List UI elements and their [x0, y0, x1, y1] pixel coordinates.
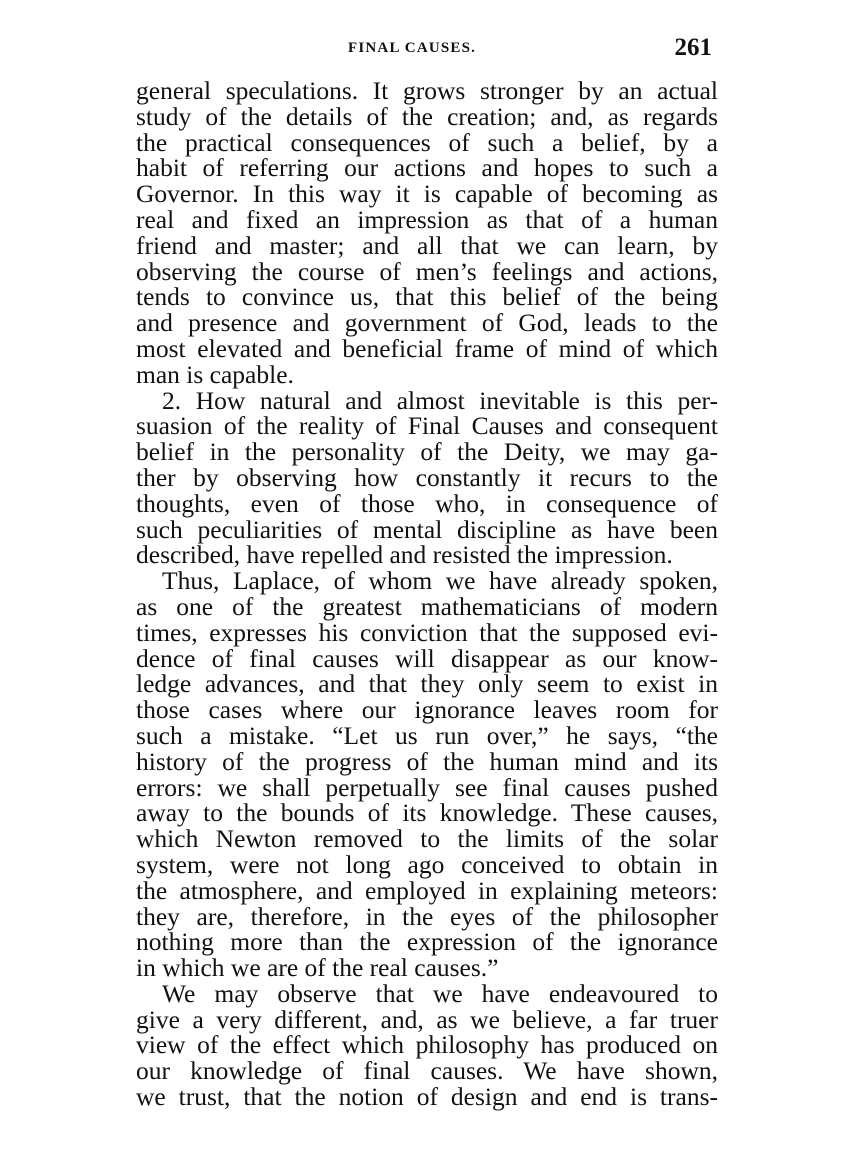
text-line: we trust, that the notion of design and end is trans-	[136, 1082, 718, 1112]
page-number: 261	[674, 34, 712, 61]
text-line: they are, therefore, in the eyes of the philosopher	[136, 901, 718, 931]
running-title: FINAL CAUSES.	[348, 40, 477, 56]
text-line: in which we are of the real causes.”	[136, 953, 499, 983]
text-line: friend and master; and all that we can learn, by	[136, 230, 718, 260]
text-line: general speculations. It grows stronger by an actual	[136, 76, 718, 105]
text-line: most elevated and beneficial frame of mind of which	[136, 333, 718, 363]
text-line: ledge advances, and that they only seem to exist in	[136, 669, 718, 699]
text-line: view of the effect which philosophy has produced on	[136, 1030, 718, 1060]
text-line: man is capable.	[136, 359, 294, 389]
text-line: times, expresses his conviction that the supposed evi-	[136, 617, 718, 647]
text-line: Thus, Laplace, of whom we have already spoken,	[162, 566, 718, 596]
text-line: Governor. In this way it is capable of becoming as	[136, 179, 718, 209]
text-line: as one of the greatest mathematicians of modern	[136, 591, 718, 621]
text-line: our knowledge of final causes. We have shown,	[136, 1056, 718, 1086]
text-line: which Newton removed to the limits of the solar	[136, 824, 718, 854]
text-line: 2. How natural and almost inevitable is this per-	[162, 385, 718, 415]
text-line: those cases where our ignorance leaves room for	[136, 695, 718, 725]
text-line: the atmosphere, and employed in explaining meteors:	[136, 875, 718, 905]
text-line: dence of final causes will disappear as our know-	[136, 643, 718, 673]
text-line: habit of referring our actions and hopes to such a	[136, 153, 718, 183]
text-line: tends to convince us, that this belief of the being	[136, 282, 718, 312]
text-line: ther by observing how constantly it recurs to the	[136, 462, 718, 492]
text-line: observing the course of men’s feelings and actions,	[136, 256, 718, 286]
text-line: such peculiarities of mental discipline as have been	[136, 514, 718, 544]
text-line: history of the progress of the human mind and its	[136, 746, 718, 776]
text-line: suasion of the reality of Final Causes and consequent	[136, 411, 718, 441]
text-line: described, have repelled and resisted the impression.	[136, 540, 673, 570]
body-text	[136, 78, 718, 1110]
text-line: study of the details of the creation; and, as regards	[136, 101, 718, 131]
running-head	[136, 34, 718, 68]
text-line: such a mistake. “Let us run over,” he says, “the	[136, 720, 718, 750]
text-line: thoughts, even of those who, in consequence of	[136, 488, 718, 518]
text-line: system, were not long ago conceived to obtain in	[136, 849, 718, 879]
text-line: the practical consequences of such a belief, by a	[136, 127, 718, 157]
text-line: real and fixed an impression as that of a human	[136, 204, 718, 234]
text-line: belief in the personality of the Deity, we may ga-	[136, 437, 718, 467]
text-line: errors: we shall perpetually see final causes pushed	[136, 772, 718, 802]
text-line: give a very different, and, as we believe, a far truer	[136, 1004, 718, 1034]
text-line: and presence and government of God, leads to the	[136, 308, 718, 338]
text-line: nothing more than the expression of the ignorance	[136, 927, 718, 957]
text-line: We may observe that we have endeavoured to	[162, 978, 718, 1008]
text-line: away to the bounds of its knowledge. These causes,	[136, 798, 718, 828]
